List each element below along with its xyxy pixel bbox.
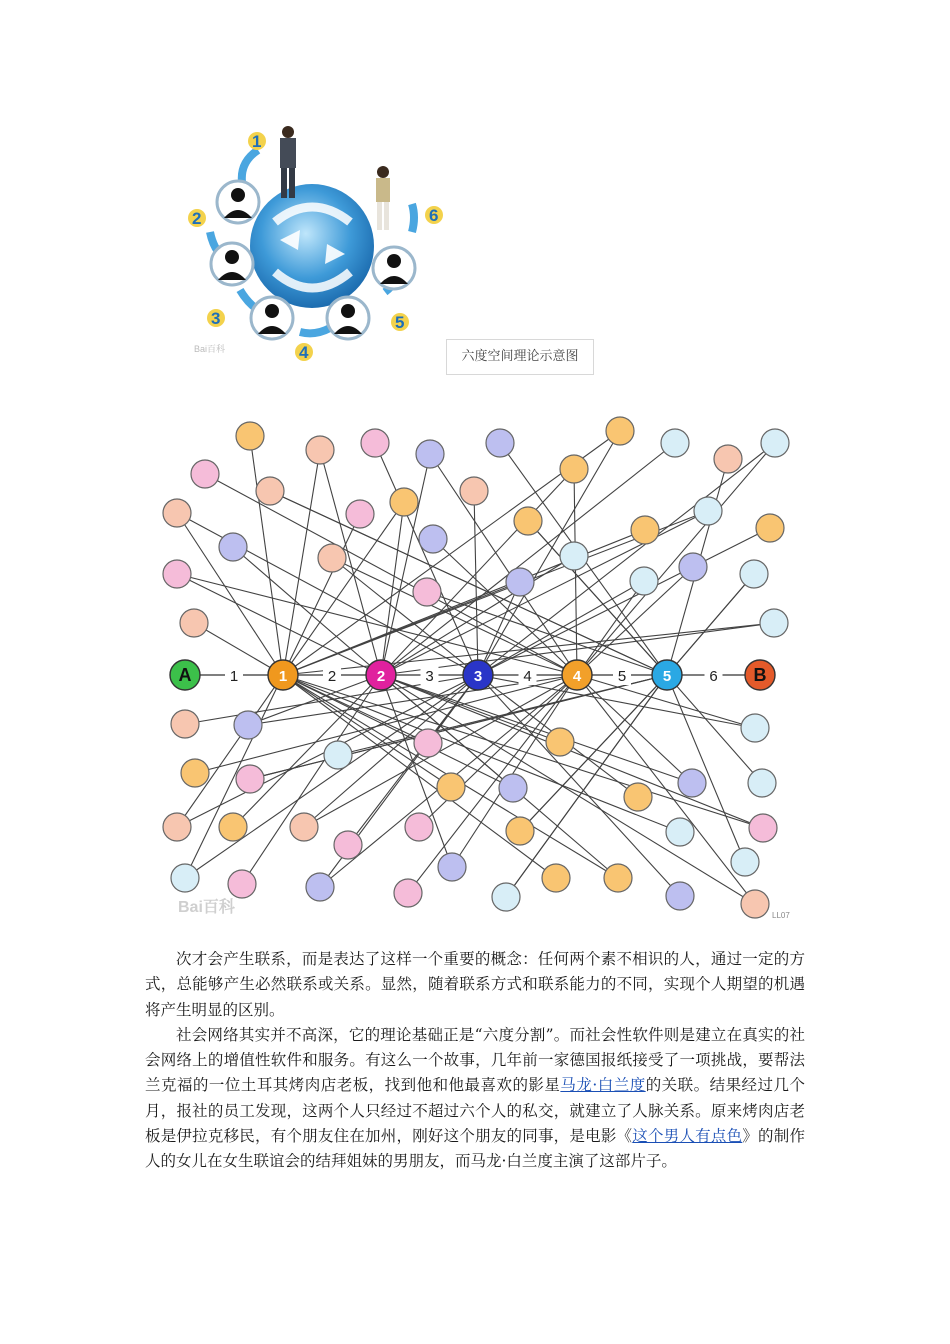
paragraph-1: 次才会产生联系，而是表达了这样一个重要的概念：任何两个素不相识的人，通过一定的方式，总能够产生必然联系或关系。显然，随着联系方式和联系能力的不同，实现个人期望的机遇将产生明显的区别。 — [145, 950, 805, 1019]
network-node — [306, 873, 334, 901]
network-node — [760, 609, 788, 637]
network-node — [180, 609, 208, 637]
network-node — [405, 813, 433, 841]
network-node — [171, 864, 199, 892]
network-node — [624, 783, 652, 811]
corner-tag: LL07 — [772, 911, 790, 920]
network-edge — [233, 675, 381, 827]
network-edge — [332, 558, 478, 675]
standing-woman-figure — [376, 166, 390, 230]
person-avatar-1 — [217, 181, 259, 223]
hop-label: 2 — [327, 668, 337, 685]
network-node — [741, 890, 769, 918]
network-node — [416, 440, 444, 468]
chain-node-label: 5 — [662, 668, 672, 685]
network-edge — [375, 443, 478, 675]
network-node — [419, 525, 447, 553]
link-marlon-brando[interactable]: 马龙·白兰度 — [560, 1076, 646, 1095]
network-node — [236, 765, 264, 793]
person-avatar-5 — [373, 247, 415, 289]
network-edge — [177, 675, 283, 827]
person-avatar-2 — [211, 243, 253, 285]
network-node — [460, 477, 488, 505]
network-node — [666, 882, 694, 910]
network-edge — [283, 675, 763, 828]
network-node — [191, 460, 219, 488]
chain-node-label: 4 — [572, 668, 582, 685]
network-edge — [185, 675, 478, 878]
network-edge — [667, 574, 754, 675]
network-node — [761, 429, 789, 457]
network-node — [492, 883, 520, 911]
network-node — [740, 560, 768, 588]
paragraph-2 — [145, 1023, 805, 1175]
network-edge — [430, 454, 577, 675]
network-node — [499, 774, 527, 802]
step-number-3: 3 — [211, 309, 221, 328]
hop-label: 1 — [229, 668, 239, 685]
hop-label: 6 — [709, 668, 718, 685]
step-number-4: 4 — [299, 343, 309, 362]
watermark: Bai百科 — [194, 344, 226, 354]
network-node — [324, 741, 352, 769]
network-node — [334, 831, 362, 859]
network-edge — [250, 675, 667, 779]
hop-label: 4 — [523, 668, 532, 685]
step-number-6: 6 — [429, 206, 439, 225]
network-node — [666, 818, 694, 846]
network-node — [228, 870, 256, 898]
network-node — [506, 817, 534, 845]
network-node — [390, 488, 418, 516]
article-body — [145, 947, 805, 1175]
network-node — [749, 814, 777, 842]
network-edge — [474, 491, 478, 675]
network-node — [256, 477, 284, 505]
six-degrees-illustration — [180, 122, 445, 362]
network-edge — [283, 502, 404, 675]
chain-node-label: A — [178, 665, 192, 685]
network-node — [514, 507, 542, 535]
chain-node-label: B — [753, 665, 767, 685]
network-node — [181, 759, 209, 787]
chain-node-label: 1 — [278, 668, 288, 685]
paragraph-2-part-a: 社会网络其实并不高深，它的理论基础正是“六度分割”。而社会性软件则是建立在真实的社会网络上的增值性软件和服务。有这么一个故事，几年前一家德国报纸接受了一项挑战，要帮法兰克福的一位土耳其烤肉店老板，找到他和他最喜欢的影星 — [145, 1025, 805, 1095]
chain-node-label: 2 — [376, 668, 386, 685]
person-avatar-4 — [327, 297, 369, 339]
network-node — [694, 497, 722, 525]
network-edge — [478, 443, 775, 675]
network-node — [661, 429, 689, 457]
network-node — [606, 417, 634, 445]
hop-label: 3 — [425, 668, 434, 685]
network-node — [163, 813, 191, 841]
network-node — [219, 813, 247, 841]
step-number-1: 1 — [252, 132, 262, 151]
link-movie-title[interactable]: 这个男人有点色 — [632, 1127, 743, 1146]
network-node — [631, 516, 659, 544]
network-node — [741, 714, 769, 742]
network-node — [560, 455, 588, 483]
diagram-watermark: Bai百科 — [178, 899, 235, 916]
network-node — [394, 879, 422, 907]
network-node — [731, 848, 759, 876]
network-edge — [478, 581, 644, 675]
person-avatar-3 — [251, 297, 293, 339]
network-node — [234, 711, 262, 739]
network-node — [546, 728, 574, 756]
network-node — [604, 864, 632, 892]
network-edge — [408, 675, 577, 893]
network-node — [679, 553, 707, 581]
network-diagram — [160, 412, 800, 927]
paragraph-2-part-c: 》的制作人的女儿在女生联谊会的结拜姐妹的男朋友，而马龙·白兰度主演了这部片子。 — [145, 1127, 805, 1171]
network-node — [414, 729, 442, 757]
network-node — [219, 533, 247, 561]
network-edge — [283, 450, 320, 675]
network-edge — [478, 528, 770, 675]
network-node — [346, 500, 374, 528]
network-node — [290, 813, 318, 841]
network-node — [438, 853, 466, 881]
network-node — [560, 542, 588, 570]
hop-label: 5 — [617, 668, 627, 685]
step-number-2: 2 — [192, 209, 202, 228]
network-node — [542, 864, 570, 892]
network-node — [163, 499, 191, 527]
network-node — [413, 578, 441, 606]
network-node — [486, 429, 514, 457]
network-node — [678, 769, 706, 797]
network-edge — [381, 675, 618, 878]
network-node — [506, 568, 534, 596]
network-edge — [283, 514, 360, 675]
standing-man-figure — [280, 126, 296, 198]
network-node — [748, 769, 776, 797]
network-edge — [577, 675, 692, 783]
paragraph-2-part-b: 的关联。结果经过几个月，报社的员工发现，这两个人只经过不超过六个人的私交，就建立了人脉关系。原来烤肉店老板是伊拉克移民，有个朋友住在加州，刚好这个朋友的同事，是电影《 — [145, 1076, 805, 1146]
network-node — [361, 429, 389, 457]
network-node — [171, 710, 199, 738]
network-node — [236, 422, 264, 450]
network-node — [306, 436, 334, 464]
chain-node-label: 3 — [473, 668, 483, 685]
network-node — [630, 567, 658, 595]
step-number-5: 5 — [395, 313, 405, 332]
network-edge — [577, 581, 644, 675]
figure-caption: 六度空间理论示意图 — [446, 339, 594, 375]
network-node — [318, 544, 346, 572]
network-node — [163, 560, 191, 588]
network-node — [714, 445, 742, 473]
network-node — [437, 773, 465, 801]
network-node — [756, 514, 784, 542]
